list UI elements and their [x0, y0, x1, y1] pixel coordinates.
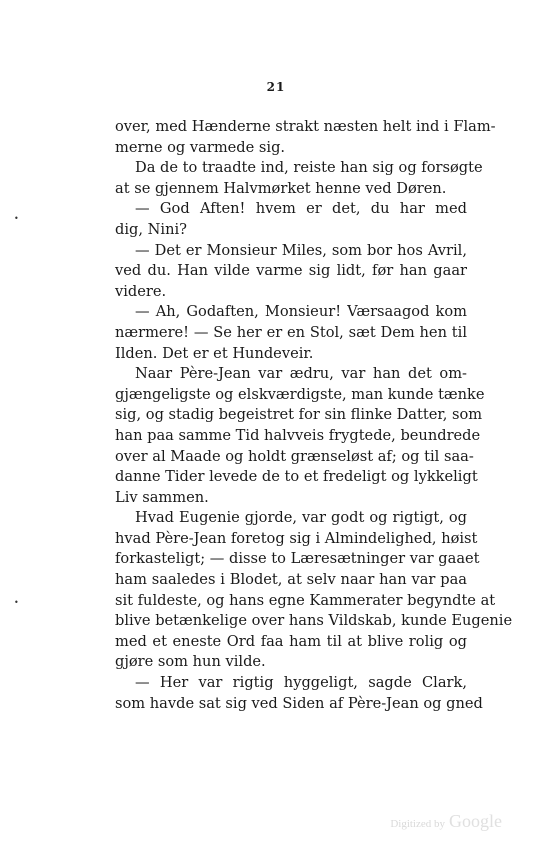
- text-line: — Det er Monsieur Miles, som bor hos Avril,: [135, 241, 467, 259]
- text-line: — Her var rigtig hyggeligt, sagde Clark,: [135, 674, 467, 692]
- text-line: sig, og stadig begeistret for sin flinke Datter, som: [115, 406, 483, 424]
- page-number: 21: [266, 80, 286, 94]
- text-line: danne Tider levede de to et fredeligt og lykkeligt: [115, 468, 478, 486]
- watermark-small-text: Digitized by: [390, 818, 445, 830]
- text-line: forkasteligt; — disse to Læresætninger var gaaet: [115, 550, 480, 568]
- scan-watermark: [390, 811, 502, 832]
- text-line: gjængeligste og elskværdigste, man kunde tænke: [115, 385, 485, 403]
- margin-speck: •: [14, 214, 19, 223]
- text-line: Naar Père-Jean var ædru, var han det om-: [135, 365, 467, 383]
- text-line: videre.: [115, 282, 167, 300]
- text-line: Liv sammen.: [115, 488, 209, 506]
- text-line: ham saaledes i Blodet, at selv naar han var paa: [115, 571, 467, 589]
- margin-speck: •: [14, 598, 19, 607]
- text-line: at se gjennem Halvmørket henne ved Døren.: [115, 179, 447, 197]
- text-line: dig, Nini?: [115, 220, 187, 238]
- text-line: merne og varmede sig.: [115, 138, 286, 156]
- text-line: ved du. Han vilde varme sig lidt, før han gaar: [115, 262, 467, 280]
- body-text: [115, 117, 513, 714]
- text-line: blive betænkelige over hans Vildskab, kunde Eugenie: [115, 612, 513, 630]
- text-line: med et eneste Ord faa ham til at blive rolig og: [115, 632, 467, 650]
- text-line: Hvad Eugenie gjorde, var godt og rigtigt, og: [135, 509, 467, 527]
- text-line: som havde sat sig ved Siden af Père-Jean og gned: [115, 694, 483, 712]
- text-line: Da de to traadte ind, reiste han sig og forsøgte: [135, 159, 483, 177]
- text-line: gjøre som hun vilde.: [115, 653, 266, 671]
- watermark-logo-text: Google: [449, 811, 502, 831]
- text-line: sit fuldeste, og hans egne Kammerater begyndte at: [115, 591, 496, 609]
- text-line: nærmere! — Se her er en Stol, sæt Dem hen til: [115, 323, 467, 341]
- text-line: Ilden. Det er et Hundeveir.: [115, 344, 314, 362]
- text-line: over al Maade og holdt grænseløst af; og til saa-: [115, 447, 474, 465]
- text-line: — Ah, Godaften, Monsieur! Værsaagod kom: [135, 303, 467, 321]
- text-line: over, med Hænderne strakt næsten helt ind i Flam-: [115, 118, 496, 135]
- text-line: — God Aften! hvem er det, du har med: [135, 200, 467, 218]
- text-line: hvad Père-Jean foretog sig i Almindelighed, høist: [115, 529, 478, 547]
- text-line: han paa samme Tid halvveis frygtede, beundrede: [115, 426, 481, 444]
